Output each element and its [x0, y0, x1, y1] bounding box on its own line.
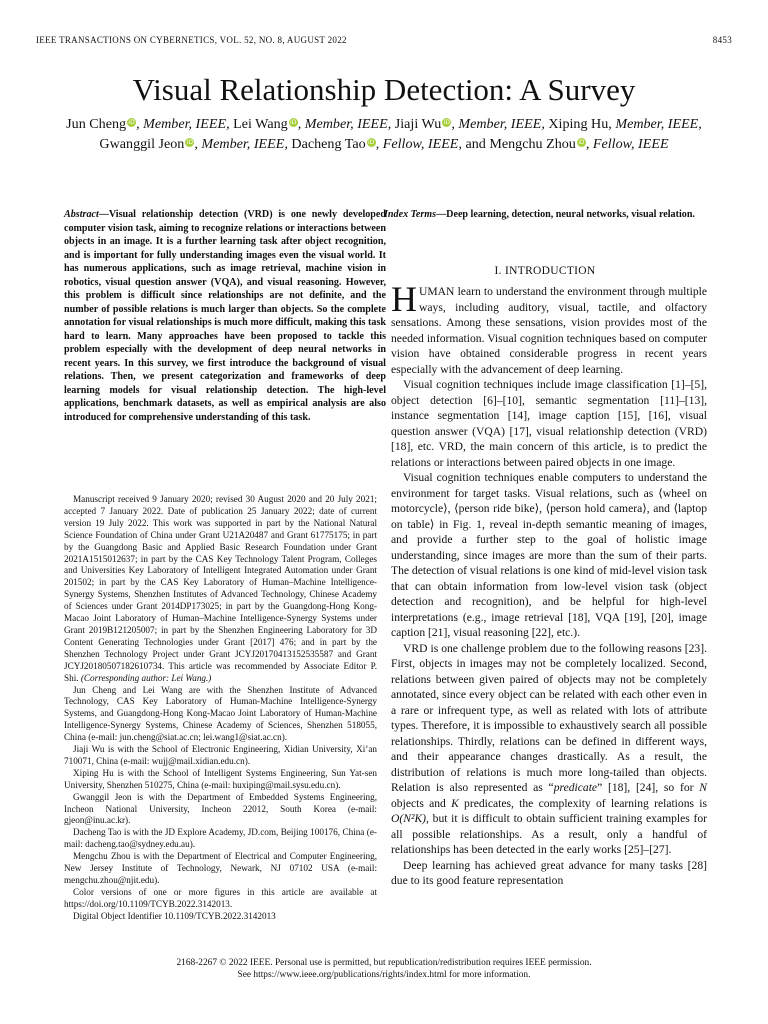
author-name: Lei Wang	[233, 116, 288, 132]
author-role: , Member, IEEE,	[297, 116, 395, 132]
section-title-initial: I	[505, 265, 510, 277]
abstract-text: —Visual relationship detection (VRD) is one newly developed computer vision task, aiming to recognize relations or interactions between objects in an image. It is a further learning task after object recognition, and is important for fully understanding images even the visual world. It has numerous applications, such as image retrieval, machine vision in robotics, visual question answer (VQA), and visual reasoning. However, this problem is difficult since relationships are not definite, and the number of possible relations is much larger than objects. So the complete annotation for visual relationships is much more difficult, making this task hard to learn. Many approaches have been proposed to tackle this problem especially with the development of deep neural networks in recent years. In this survey, we first introduce the background of visual relations. Then, we present categorization and frameworks of deep learning models for visual relationship detection. The high-level applications, benchmark datasets, as well as empirical analysis are also introduced for comprehensive understanding of this task.	[64, 209, 386, 423]
corresponding-author: (Corresponding author: Lei Wang.)	[80, 672, 212, 683]
index-terms	[384, 208, 706, 222]
abstract-column	[64, 208, 386, 424]
author-role: , Fellow, IEEE	[585, 136, 669, 152]
drop-cap: H	[391, 279, 417, 319]
term-predicate: predicate	[553, 781, 598, 794]
footnote-block	[64, 494, 377, 923]
paragraph	[391, 279, 707, 377]
section-heading	[384, 265, 706, 277]
math-n: N	[699, 781, 707, 794]
footnote-manuscript	[64, 494, 377, 685]
math-k: K	[451, 796, 459, 810]
footnote-doi[interactable]: Digital Object Identifier 10.1109/TCYB.2022.3142013	[73, 910, 276, 921]
paragraph: Visual cognition techniques include image classification [1]–[5], object detection [6]–[10], semantic segmentation [11]–[13], instance segmentation [14], image caption [15], [16], visual question answer (VQA) [17], visual relationship detection (VRD) [18], etc. VRD, the main concern of this article, is to predict the relations or interactions between paired objects in one image.	[391, 378, 707, 469]
paragraph-text: , but it is difficult to obtain sufficient training examples for all possible relationships. As a result, only a handful of relationships has been detected in the early works [25]–[27].	[391, 812, 707, 856]
author-list	[40, 114, 728, 154]
orcid-icon[interactable]: iD	[443, 119, 450, 126]
author-role: , Member, IEEE,	[194, 136, 292, 152]
orcid-icon[interactable]: iD	[186, 139, 193, 146]
paragraph-text: UMAN learn to understand the environment through multiple ways, including auditory, visual, tactile, and olfactory sensations. Among these sensations, vision provides most of the needed information. Visual cognition techniques based on computer vision have obtained considerable progress in recent years especially with the advancement of deep learning.	[391, 285, 707, 376]
orcid-icon[interactable]: iD	[368, 139, 375, 146]
abstract-lead: Abstract	[64, 209, 99, 220]
orcid-icon[interactable]: iD	[128, 119, 135, 126]
author-name: Dacheng Tao	[291, 136, 366, 152]
footnote-affiliation: Jun Cheng and Lei Wang are with the Shenzhen Institute of Advanced Technology, CAS Key Laboratory of Human-Machine Intelligence-Synergy Systems, and Guangdong-Hong Kong-Macao Joint Laboratory of Human-Machine Intelligence-Synergy Systems, Chinese Academy of Sciences, Shenzhen 518055, China (e-mail: jun.cheng@siat.ac.cn; lei.wang1@siat.ac.cn).	[64, 684, 377, 743]
footnote-affiliation: Gwanggil Jeon is with the Department of Embedded Systems Engineering, Incheon National University, Incheon 22012, South Korea (e-mail: gjeon@inu.ac.kr).	[64, 791, 377, 826]
paper-title: Visual Relationship Detection: A Survey	[132, 72, 636, 107]
copyright-line: 2168-2267 © 2022 IEEE. Personal use is permitted, but republication/redistribution requires IEEE permission.	[176, 958, 592, 968]
author-name: Jun Cheng	[66, 116, 127, 132]
author-name: Gwanggil Jeon	[99, 136, 185, 152]
running-head	[36, 35, 732, 45]
author-conjunction: and	[465, 136, 490, 152]
footnote-affiliation: Jiaji Wu is with the School of Electronic Engineering, Xidian University, Xi’an 710071, China (e-mail: wujj@mail.xidian.edu.cn).	[64, 744, 377, 766]
paragraph-text: VRD is one challenge problem due to the following reasons [23]. First, objects in images may not be completely localized. Second, relations between given paired of objects may not be completely annotated, since every object can be related with each other even in a rare or infrequent type, as well as related with lots of attribute types. Therefore, it is impossible to exhaustively search all possible relationships. Thirdly, relations can be defined in different ways, and their appearance changes drastically. As a result, the distribution of relations is much more long-tailed than objects. Relation is also represented as “	[391, 641, 707, 794]
author-role: , Member, IEEE,	[136, 116, 234, 132]
page-number: 8453	[712, 35, 732, 45]
author-name: Xiping Hu	[548, 116, 609, 132]
paragraph-text: ” [18], [24], so for	[597, 781, 700, 794]
abstract	[64, 208, 386, 424]
author-role: , Member, IEEE,	[608, 116, 702, 132]
section-title-rest: NTRODUCTION	[509, 265, 596, 277]
index-terms-column	[384, 208, 706, 222]
author-name: Jiaji Wu	[394, 116, 442, 132]
footnote-color-versions[interactable]: Color versions of one or more figures in this article are available at https://doi.org/10.1109/TCYB.2022.3142013.	[64, 886, 377, 909]
index-terms-text: —Deep learning, detection, neural networks, visual relation.	[436, 209, 695, 220]
section-number: I.	[494, 265, 502, 277]
math-complexity: O(N²K)	[391, 812, 427, 825]
journal-name: IEEE TRANSACTIONS ON CYBERNETICS, VOL. 52, NO. 8, AUGUST 2022	[36, 35, 347, 45]
paragraph: Deep learning has achieved great advance for many tasks [28] due to its good feature representation	[391, 858, 707, 887]
index-terms-lead: Index Terms	[384, 209, 437, 220]
orcid-icon[interactable]: iD	[578, 139, 585, 146]
paragraph: Visual cognition techniques enable computers to understand the environment for target tasks. Visual relations, such as ⟨wheel on motorcycle⟩, ⟨person ride bike⟩, ⟨person hold camera⟩, and ⟨laptop on table⟩ in Fig. 1, reveal in-depth semantic meaning of images, and provide a further step to the goal of holistic image understanding, since images are more than the sum of their parts. The detection of visual relations is one kind of mid-level vision task that can obtain information from low-level vision task (object detection and recognition), and be helpful for high-level interpretations (e.g., image retrieval [18], VQA [19], [20], image caption [21], visual reasoning [22], etc.).	[391, 471, 707, 639]
introduction-body	[391, 279, 707, 889]
author-role: , Member, IEEE,	[451, 116, 549, 132]
footnote-affiliation: Xiping Hu is with the School of Intelligent Systems Engineering, Sun Yat-sen University, Shenzhen 510275, China (e-mail: huxiping@mail.sysu.edu.cn).	[64, 767, 377, 790]
author-name: Mengchu Zhou	[489, 136, 576, 152]
paragraph	[391, 641, 707, 858]
rights-link[interactable]: See https://www.ieee.org/publications/rights/index.html for more information.	[237, 969, 531, 980]
footnote-text: Manuscript received 9 January 2020; revised 30 August 2020 and 20 July 2021; accepted 7 January 2022. Date of publication 25 January 2022; date of current version 19 July 2022. This work was supported in part by the National Natural Science Foundation of China under Grant U21A20487 and Grant 61775175; in part by the Guangdong Basic and Applied Basic Research Foundation under Grant 2021A1515012637; in part by the CAS Key Technology Talent Program, Colleges and Universities Key Laboratory of Intelligent Integrated Automation under Grant 201502; in part by the CAS Key Laboratory of Human–Machine Intelligence-Synergy Systems, Shenzhen Institutes of Advanced Technology, Chinese Academy of Sciences under Grant 2014DP173025; in part by the Guangdong-Hong Kong-Macao Joint Laboratory of Human–Machine Intelligence-Synergy Systems under Grant 2019B121205007; in part by the Shenzhen Engineering Laboratory for 3D Content Generating Technologies under Grant [2017] 476; and in part by the Shenzhen Technology Project under Grant JCYJ20170413152535587 and Grant JCYJ20180507182610734. This article was recommended by Associate Editor P. Shi.	[64, 494, 377, 683]
copyright-notice	[0, 958, 768, 981]
footnote-affiliation: Dacheng Tao is with the JD Explore Academy, JD.com, Beijing 100176, China (e-mail: dacheng.tao@sydney.edu.au).	[64, 827, 377, 850]
paragraph-text: objects and	[391, 796, 452, 810]
footnote-affiliation: Mengchu Zhou is with the Department of Electrical and Computer Engineering, New Jersey Institute of Technology, Newark, NJ 07102 USA (e-mail: mengchu.zhou@njit.edu).	[64, 851, 377, 885]
author-role: , Fellow, IEEE,	[375, 136, 466, 152]
paragraph-text: predicates, the complexity of learning relations is	[458, 796, 707, 810]
orcid-icon[interactable]: iD	[290, 119, 297, 126]
